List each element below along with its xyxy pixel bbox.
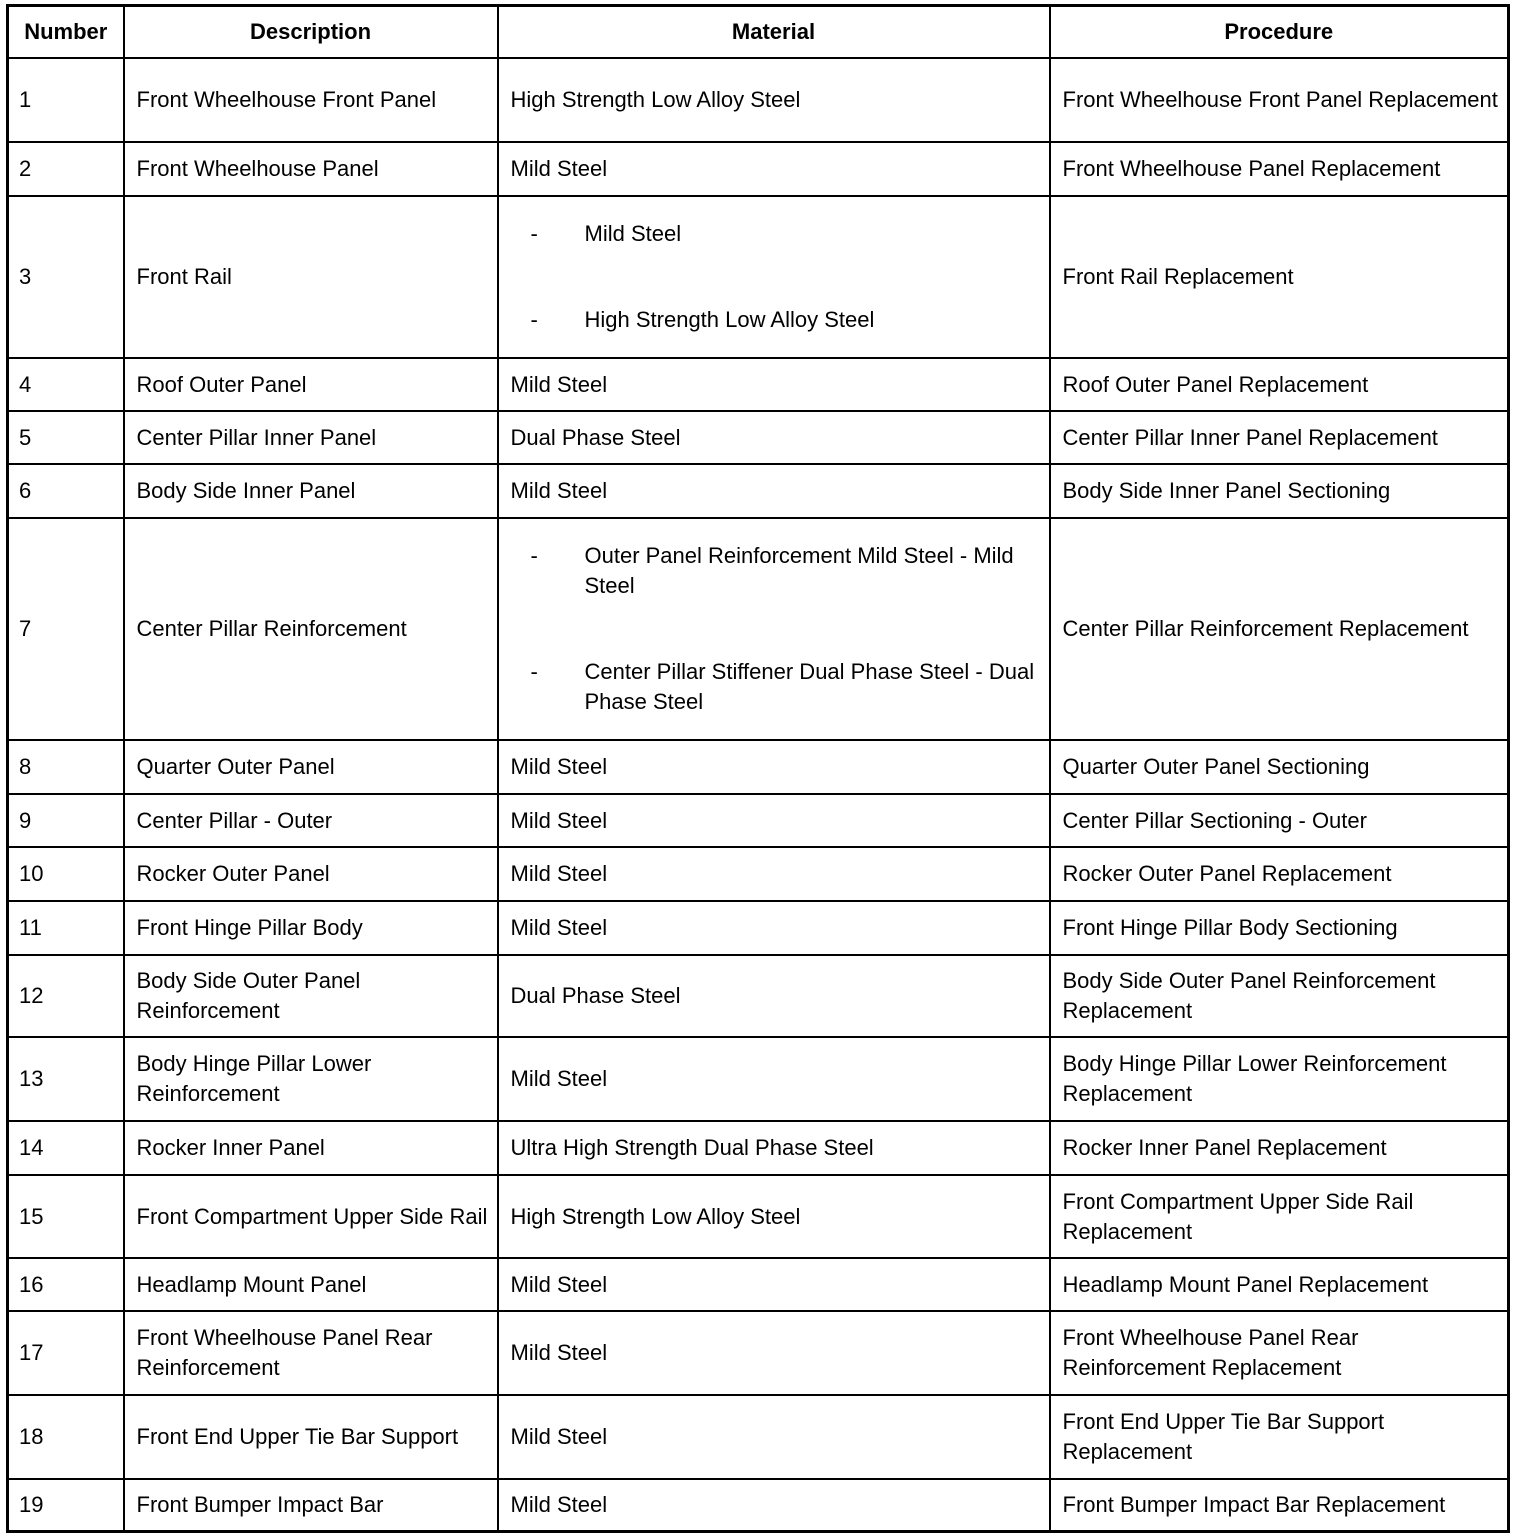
table-row <box>8 740 1509 794</box>
row-material: Mild Steel <box>498 1479 1050 1531</box>
row-procedure: Front Rail Replacement <box>1050 196 1509 358</box>
row-material: Dual Phase Steel <box>498 955 1050 1037</box>
row-description: Center Pillar - Outer <box>124 794 498 847</box>
row-material: Mild Steel <box>498 1311 1050 1395</box>
row-material: Dual Phase Steel <box>498 411 1050 464</box>
row-procedure: Front End Upper Tie Bar Support Replacement <box>1050 1395 1509 1479</box>
table-row <box>8 142 1509 196</box>
row-description: Rocker Inner Panel <box>124 1121 498 1175</box>
row-material: Mild Steel <box>498 901 1050 955</box>
bullet-dash: - <box>530 543 538 568</box>
row-description: Front Wheelhouse Front Panel <box>124 58 498 142</box>
header-material: Material <box>498 6 1050 59</box>
row-number: 9 <box>8 794 124 847</box>
bullet-dash: - <box>530 307 538 332</box>
row-number: 8 <box>8 740 124 794</box>
row-description: Body Side Outer Panel Reinforcement <box>124 955 498 1037</box>
row-number: 17 <box>8 1311 124 1395</box>
row-description: Center Pillar Reinforcement <box>124 518 498 740</box>
table-row <box>8 196 1509 358</box>
material-bullet-item <box>511 541 1041 601</box>
row-description: Front Bumper Impact Bar <box>124 1479 498 1531</box>
table-row <box>8 1121 1509 1175</box>
row-procedure: Rocker Outer Panel Replacement <box>1050 847 1509 901</box>
row-material: High Strength Low Alloy Steel <box>498 58 1050 142</box>
row-procedure: Front Wheelhouse Panel Rear Reinforcement Replacement <box>1050 1311 1509 1395</box>
row-material: Mild Steel <box>498 740 1050 794</box>
row-procedure: Front Wheelhouse Front Panel Replacement <box>1050 58 1509 142</box>
row-description: Headlamp Mount Panel <box>124 1258 498 1311</box>
table-row <box>8 955 1509 1037</box>
row-material: Mild Steel <box>498 142 1050 196</box>
table-row <box>8 464 1509 518</box>
table-row <box>8 358 1509 411</box>
row-description: Roof Outer Panel <box>124 358 498 411</box>
header-row <box>8 6 1509 59</box>
material-bullet-item <box>511 657 1041 717</box>
row-number: 4 <box>8 358 124 411</box>
row-description: Front Wheelhouse Panel <box>124 142 498 196</box>
parts-table <box>6 4 1510 1533</box>
row-material-list <box>498 518 1050 740</box>
material-bullet-item <box>511 305 1041 335</box>
row-material: Mild Steel <box>498 847 1050 901</box>
material-item-text: Center Pillar Stiffener Dual Phase Steel - Dual Phase Steel <box>584 659 1035 714</box>
row-number: 18 <box>8 1395 124 1479</box>
table-row <box>8 1479 1509 1531</box>
row-material: Mild Steel <box>498 464 1050 518</box>
row-number: 13 <box>8 1037 124 1121</box>
row-procedure: Roof Outer Panel Replacement <box>1050 358 1509 411</box>
row-description: Front Rail <box>124 196 498 358</box>
material-item-text: High Strength Low Alloy Steel <box>584 307 875 332</box>
row-procedure: Front Compartment Upper Side Rail Replacement <box>1050 1175 1509 1258</box>
header-description: Description <box>124 6 498 59</box>
row-description: Front End Upper Tie Bar Support <box>124 1395 498 1479</box>
row-description: Body Hinge Pillar Lower Reinforcement <box>124 1037 498 1121</box>
material-item-text: Mild Steel <box>584 221 682 246</box>
row-material-list <box>498 196 1050 358</box>
row-procedure: Front Bumper Impact Bar Replacement <box>1050 1479 1509 1531</box>
row-description: Front Compartment Upper Side Rail <box>124 1175 498 1258</box>
table-row <box>8 1311 1509 1395</box>
row-number: 19 <box>8 1479 124 1531</box>
row-description: Quarter Outer Panel <box>124 740 498 794</box>
row-material: Mild Steel <box>498 358 1050 411</box>
material-item-text: Outer Panel Reinforcement Mild Steel - Mild Steel <box>584 543 1014 598</box>
row-material: Mild Steel <box>498 794 1050 847</box>
row-number: 16 <box>8 1258 124 1311</box>
row-number: 12 <box>8 955 124 1037</box>
row-procedure: Center Pillar Inner Panel Replacement <box>1050 411 1509 464</box>
row-procedure: Body Hinge Pillar Lower Reinforcement Replacement <box>1050 1037 1509 1121</box>
table-row <box>8 58 1509 142</box>
row-material: Mild Steel <box>498 1395 1050 1479</box>
row-procedure: Quarter Outer Panel Sectioning <box>1050 740 1509 794</box>
row-procedure: Front Hinge Pillar Body Sectioning <box>1050 901 1509 955</box>
row-number: 5 <box>8 411 124 464</box>
row-procedure: Body Side Inner Panel Sectioning <box>1050 464 1509 518</box>
row-number: 1 <box>8 58 124 142</box>
table-row <box>8 518 1509 740</box>
table-row <box>8 1175 1509 1258</box>
row-procedure: Headlamp Mount Panel Replacement <box>1050 1258 1509 1311</box>
row-number: 11 <box>8 901 124 955</box>
row-material: Mild Steel <box>498 1258 1050 1311</box>
header-procedure: Procedure <box>1050 6 1509 59</box>
row-description: Rocker Outer Panel <box>124 847 498 901</box>
row-number: 2 <box>8 142 124 196</box>
row-material: High Strength Low Alloy Steel <box>498 1175 1050 1258</box>
table-row <box>8 1395 1509 1479</box>
row-number: 15 <box>8 1175 124 1258</box>
table-row <box>8 1258 1509 1311</box>
row-procedure: Body Side Outer Panel Reinforcement Replacement <box>1050 955 1509 1037</box>
table-row <box>8 794 1509 847</box>
row-number: 10 <box>8 847 124 901</box>
material-bullet-item <box>511 219 1041 249</box>
bullet-dash: - <box>530 221 538 246</box>
row-material: Mild Steel <box>498 1037 1050 1121</box>
row-number: 14 <box>8 1121 124 1175</box>
row-procedure: Center Pillar Reinforcement Replacement <box>1050 518 1509 740</box>
row-number: 7 <box>8 518 124 740</box>
row-procedure: Rocker Inner Panel Replacement <box>1050 1121 1509 1175</box>
row-number: 3 <box>8 196 124 358</box>
table-row <box>8 1037 1509 1121</box>
row-description: Front Hinge Pillar Body <box>124 901 498 955</box>
row-number: 6 <box>8 464 124 518</box>
header-number: Number <box>8 6 124 59</box>
row-description: Front Wheelhouse Panel Rear Reinforcement <box>124 1311 498 1395</box>
row-procedure: Center Pillar Sectioning - Outer <box>1050 794 1509 847</box>
table-row <box>8 901 1509 955</box>
row-description: Body Side Inner Panel <box>124 464 498 518</box>
row-description: Center Pillar Inner Panel <box>124 411 498 464</box>
table-row <box>8 847 1509 901</box>
row-procedure: Front Wheelhouse Panel Replacement <box>1050 142 1509 196</box>
bullet-dash: - <box>530 659 538 684</box>
row-material: Ultra High Strength Dual Phase Steel <box>498 1121 1050 1175</box>
table-row <box>8 411 1509 464</box>
